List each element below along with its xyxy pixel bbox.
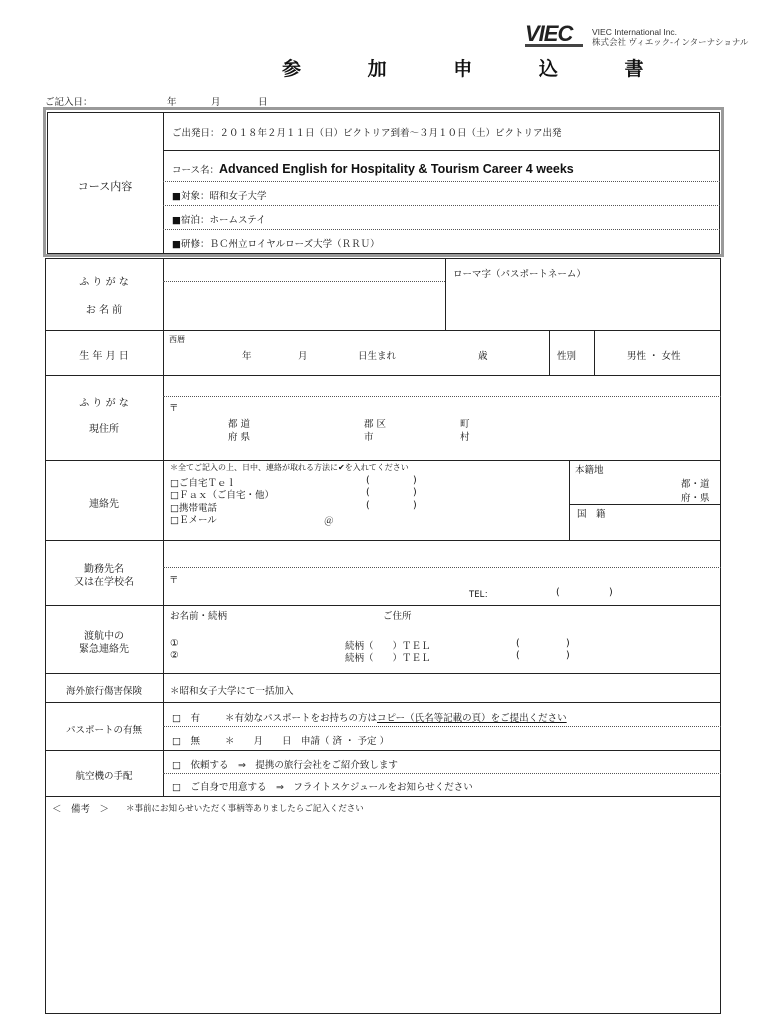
passport-no[interactable]: □ 無 bbox=[172, 736, 200, 747]
name-furigana-line bbox=[163, 281, 445, 282]
entry-date-month: 月 bbox=[211, 97, 221, 108]
birth-age: 歳 bbox=[478, 351, 488, 362]
birth-top-line bbox=[45, 330, 721, 331]
workplace-label-2: 又は在学校名 bbox=[74, 577, 134, 588]
form-label-divider bbox=[163, 258, 164, 796]
sex-divider-left bbox=[549, 330, 550, 375]
emergency-paren-close-2: ) bbox=[566, 650, 570, 661]
contact-at: ＠ bbox=[324, 516, 334, 527]
company-name bbox=[592, 27, 762, 47]
viec-logo bbox=[523, 22, 587, 48]
address-label: 現住所 bbox=[89, 424, 119, 435]
flight-top-line bbox=[45, 750, 721, 751]
contact-paren-open-1: ( bbox=[366, 475, 370, 486]
insurance-value: ＊昭和女子大学にて一括加入 bbox=[170, 686, 294, 697]
romaji-name-field[interactable] bbox=[446, 280, 720, 329]
contact-paren-open-2: ( bbox=[366, 487, 370, 498]
logo-text: VIEC bbox=[525, 21, 573, 46]
name-label: お 名 前 bbox=[85, 305, 123, 316]
honseki-fu-ken: 府・県 bbox=[681, 493, 710, 504]
course-name: Advanced English for Hospitality & Tourism Career 4 weeks bbox=[219, 162, 574, 176]
contact-top-line bbox=[45, 460, 721, 461]
passport-yes-row bbox=[225, 710, 567, 724]
remarks-note: ＊事前にお知らせいただく事柄等ありましたらご記入ください bbox=[126, 804, 364, 814]
course-line-3 bbox=[163, 205, 720, 206]
remarks-top-line bbox=[45, 796, 721, 797]
address-postal: 〒 bbox=[169, 403, 179, 414]
contact-paren-close-2: ) bbox=[413, 487, 417, 498]
name-romaji-label: ローマ字（パスポートネーム） bbox=[453, 269, 586, 280]
course-lodging: ■宿泊：ホームステイ bbox=[172, 215, 266, 226]
entry-date-year: 年 bbox=[167, 97, 177, 108]
workplace-paren-close: ) bbox=[609, 587, 613, 598]
passport-yes-note: ＊有効なパスポートをお持ちの方は bbox=[225, 713, 378, 724]
course-name-row bbox=[172, 158, 574, 177]
birth-label: 生 年 月 日 bbox=[79, 351, 129, 362]
course-divider bbox=[163, 112, 164, 254]
workplace-postal: 〒 bbox=[169, 575, 179, 586]
insurance-label: 海外旅行傷害保険 bbox=[65, 686, 142, 697]
name-field[interactable] bbox=[164, 283, 444, 329]
passport-yes-link: コピー（氏名等記載の頁）をご提出ください bbox=[377, 713, 567, 724]
contact-paren-close-1: ) bbox=[413, 475, 417, 486]
contact-email[interactable]: □Ｅメール bbox=[170, 515, 217, 526]
contact-home-tel[interactable]: □ご自宅Ｔｅｌ bbox=[170, 478, 236, 489]
contact-fax[interactable]: □Ｆａｘ（ご自宅・他） bbox=[170, 490, 274, 501]
course-departure: ご出発日：２０１８年２月１１日（日）ビクトリア到着～３月１０日（土）ビクトリア出発 bbox=[172, 128, 562, 139]
honseki-label: 本籍地 bbox=[575, 465, 604, 476]
contact-paren-open-3: ( bbox=[366, 500, 370, 511]
address-furigana-line bbox=[163, 396, 721, 397]
course-line-2 bbox=[163, 181, 720, 182]
birth-day: 日生まれ bbox=[358, 351, 397, 362]
flight-option-1[interactable]: □ 依頼する ⇒ 提携の旅行会社をご紹介致します bbox=[172, 760, 398, 771]
emergency-address: ご住所 bbox=[383, 611, 412, 622]
flight-option-2[interactable]: □ ご自身で用意する ⇒ フライトスケジュールをお知らせください bbox=[172, 782, 473, 793]
emergency-relation-1: 続柄（ ）ＴＥＬ bbox=[345, 641, 431, 652]
address-gun-ku: 郡 区 bbox=[364, 419, 387, 430]
emergency-top-line bbox=[45, 605, 721, 606]
contact-mobile[interactable]: □携帯電話 bbox=[170, 503, 217, 514]
workplace-label-1: 勤務先名 bbox=[84, 564, 124, 575]
emergency-label-2: 緊急連絡先 bbox=[79, 644, 129, 655]
birth-era: 西暦 bbox=[169, 335, 185, 344]
sex-options[interactable]: 男性 ・ 女性 bbox=[627, 351, 681, 362]
address-mura: 村 bbox=[460, 432, 470, 443]
entry-date-label: ご記入日： bbox=[45, 97, 93, 108]
honseki-to-do: 都・道 bbox=[681, 479, 710, 490]
workplace-tel: TEL： bbox=[469, 590, 493, 600]
sex-divider-right bbox=[594, 330, 595, 375]
passport-inner-line bbox=[163, 726, 721, 727]
address-machi: 町 bbox=[460, 419, 470, 430]
entry-date-day: 日 bbox=[258, 97, 268, 108]
page-title: 参 加 申 込 書 bbox=[282, 58, 674, 80]
workplace-top-line bbox=[45, 540, 721, 541]
name-furigana-field[interactable] bbox=[164, 259, 444, 280]
emergency-name-rel: お名前・続柄 bbox=[170, 611, 228, 622]
workplace-paren-open: ( bbox=[556, 587, 560, 598]
contact-label: 連絡先 bbox=[89, 499, 119, 510]
workplace-inner-line bbox=[163, 567, 721, 568]
course-line-4 bbox=[163, 229, 720, 230]
passport-label: パスポートの有無 bbox=[65, 725, 142, 736]
birth-month: 月 bbox=[298, 351, 308, 362]
address-top-line bbox=[45, 375, 721, 376]
name-furigana-label: ふ り が な bbox=[79, 277, 129, 288]
nationality-label: 国 籍 bbox=[577, 509, 606, 520]
birth-year: 年 bbox=[242, 351, 252, 362]
address-to-do: 都 道 bbox=[228, 419, 251, 430]
address-fu-ken: 府 県 bbox=[228, 432, 251, 443]
company-name-jp: 株式会社 ヴィエック-インターナショナル bbox=[592, 37, 749, 47]
sex-label: 性別 bbox=[557, 351, 577, 362]
passport-top-line bbox=[45, 702, 721, 703]
emergency-paren-open-2: ( bbox=[516, 650, 520, 661]
emergency-paren-close-1: ) bbox=[566, 638, 570, 649]
course-training: ■研修：ＢＣ州立ロイヤルローズ大学（ＲＲＵ） bbox=[172, 239, 380, 250]
course-name-prefix: コース名： bbox=[172, 165, 220, 176]
contact-note: ＊全てご記入の上、日中、連絡が取れる方法に✔を入れてください bbox=[170, 463, 409, 472]
nationality-line bbox=[569, 504, 721, 505]
flight-inner-line bbox=[163, 773, 721, 774]
address-shi: 市 bbox=[364, 432, 374, 443]
emergency-row1-no: ① bbox=[170, 638, 179, 649]
passport-yes[interactable]: □ 有 bbox=[172, 713, 200, 724]
honseki-divider bbox=[569, 460, 570, 540]
contact-paren-close-3: ) bbox=[413, 500, 417, 511]
emergency-paren-open-1: ( bbox=[516, 638, 520, 649]
passport-no-note: ＊ 月 日 申請（ 済 ・ 予定 ） bbox=[225, 736, 390, 747]
remarks-label: ＜ 備考 ＞ bbox=[52, 804, 110, 815]
emergency-relation-2: 続柄（ ）ＴＥＬ bbox=[345, 653, 431, 664]
emergency-label-1: 渡航中の bbox=[84, 631, 124, 642]
course-label: コース内容 bbox=[77, 180, 133, 193]
course-target: ■対象：昭和女子大学 bbox=[172, 191, 267, 202]
address-furigana-label: ふ り が な bbox=[79, 398, 129, 409]
company-name-en: VIEC International Inc. bbox=[592, 27, 678, 37]
course-line-1 bbox=[163, 150, 720, 151]
remarks-field[interactable] bbox=[47, 815, 719, 1011]
emergency-row2-no: ② bbox=[170, 650, 179, 661]
insurance-top-line bbox=[45, 673, 721, 674]
flight-label: 航空機の手配 bbox=[75, 771, 133, 782]
